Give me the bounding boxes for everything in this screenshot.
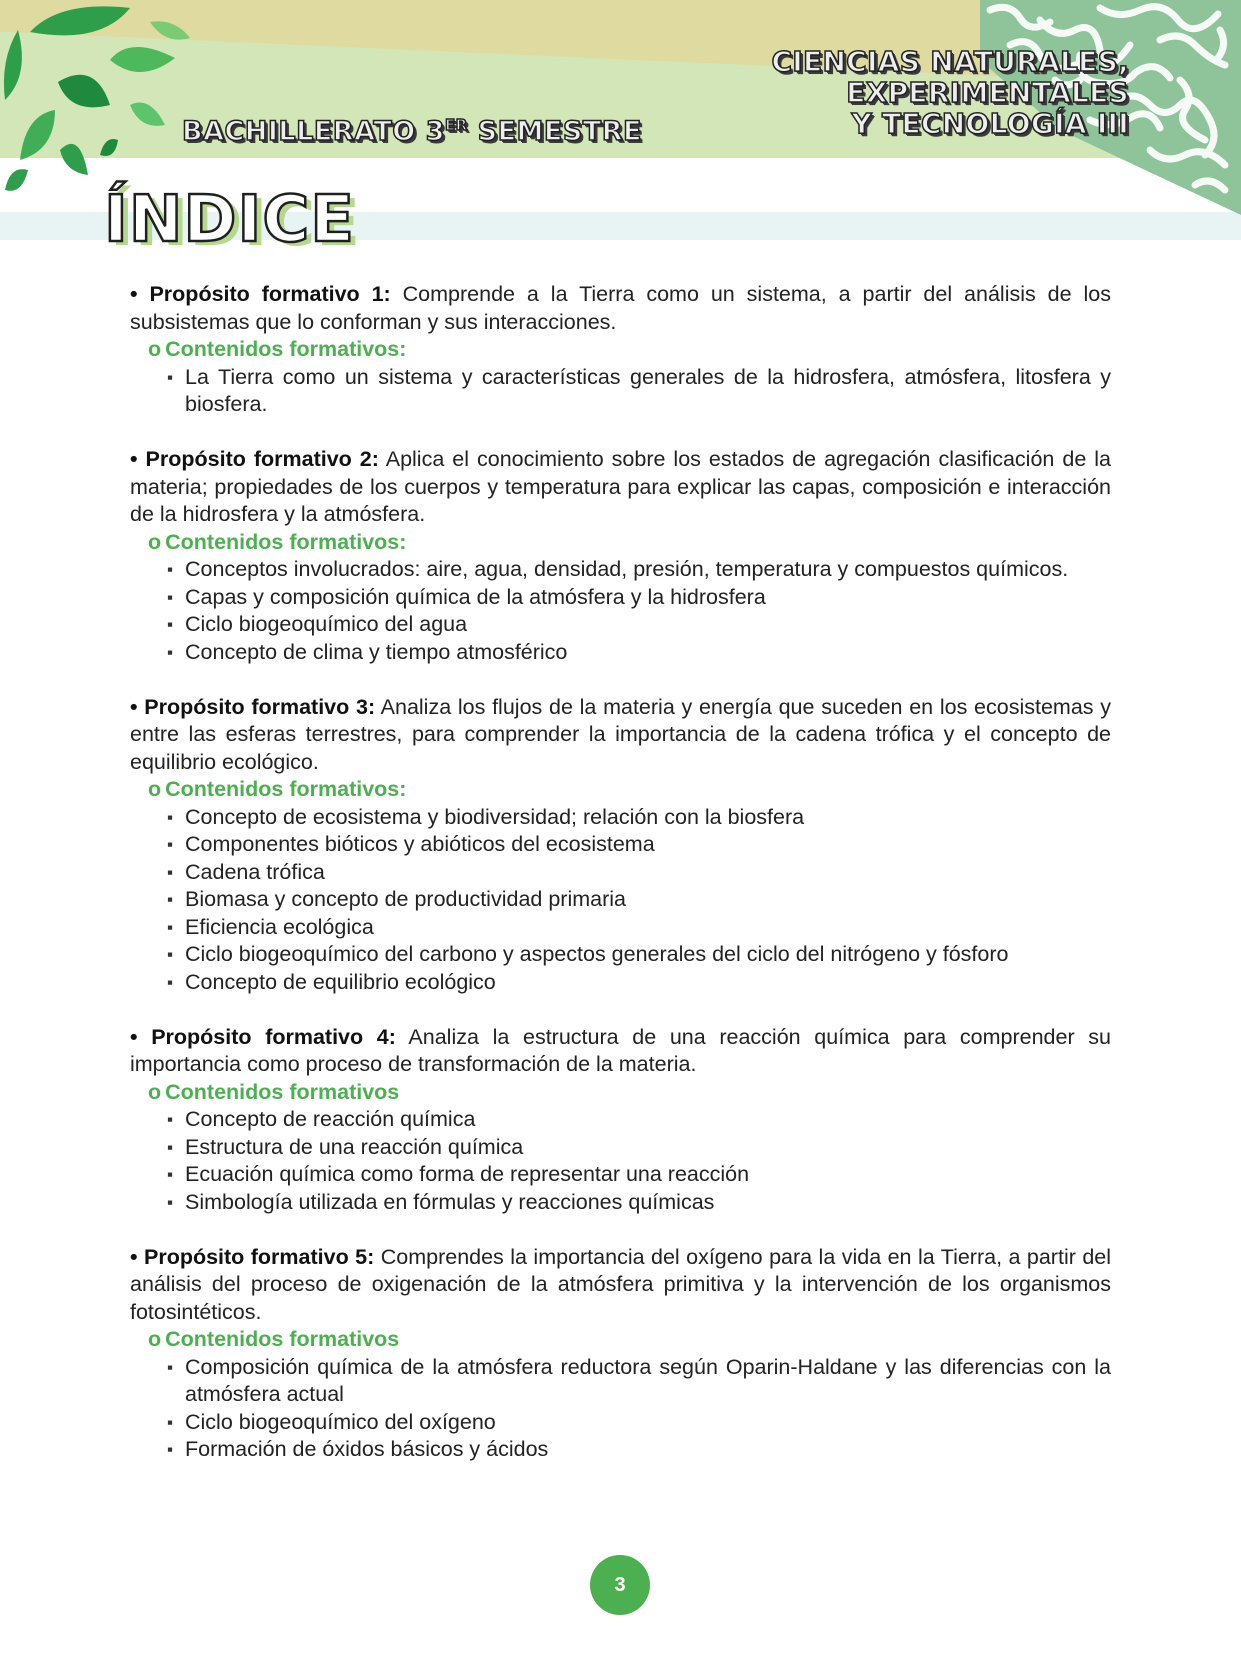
purpose-text — [130, 1024, 1111, 1079]
contents-list — [130, 804, 1111, 997]
list-item: ▪ Biomasa y concepto de productividad primaria — [170, 886, 1111, 914]
purpose-bullet: • — [130, 694, 138, 719]
purpose-label: Propósito formativo 2: — [145, 447, 379, 471]
purpose-label: Propósito formativo 1: — [149, 282, 391, 306]
purpose-bullet: • — [130, 447, 138, 471]
subject-line-2: EXPERIMENTALES — [846, 76, 1129, 109]
list-item: ▪ Concepto de reacción química — [170, 1106, 1111, 1134]
contents-list — [130, 1354, 1111, 1464]
contents-heading: o Contenidos formativos: — [148, 337, 407, 361]
page-title: ÍNDICE — [104, 183, 355, 257]
purpose-text — [130, 694, 1111, 777]
contents-heading: o Contenidos formativos: — [148, 529, 407, 554]
contents-heading: o Contenidos formativos: — [148, 777, 407, 801]
list-item: ▪ Estructura de una reacción química — [170, 1134, 1111, 1162]
purpose-description: Analiza la estructura de una reacción química para comprender su importancia como proceso de transformación de la materia. — [130, 1024, 1111, 1076]
list-item: ▪ Conceptos involucrados: aire, agua, densidad, presión, temperatura y compuestos químicos. — [170, 556, 1111, 584]
purpose-bullet: • — [130, 282, 138, 306]
subject-line-3: Y TECNOLOGÍA III — [851, 107, 1129, 140]
list-item: ▪ Ciclo biogeoquímico del carbono y aspectos generales del ciclo del nitrógeno y fósforo — [170, 941, 1111, 969]
contents-heading: o Contenidos formativos — [148, 1327, 400, 1351]
purpose-description: Comprendes la importancia del oxígeno para la vida en la Tierra, a partir del análisis del proceso de oxigenación de la atmósfera primitiva y la intervención de los organismos fotosintéticos. — [130, 1244, 1112, 1324]
purpose-section-2 — [130, 446, 1111, 666]
purpose-bullet: • — [130, 1244, 138, 1269]
purpose-text — [130, 446, 1111, 529]
list-item: ▪ Ciclo biogeoquímico del agua — [170, 611, 1111, 639]
purpose-description: Analiza los flujos de la materia y energía que suceden en los ecosistemas y entre las esferas terrestres, para comprender la importancia de la cadena trófica y el concepto de equilibrio ecológico. — [130, 694, 1111, 774]
list-item: ▪ Formación de óxidos básicos y ácidos — [170, 1436, 1111, 1464]
list-item: ▪ Ecuación química como forma de representar una reacción — [170, 1161, 1111, 1189]
purpose-section-1 — [130, 281, 1111, 419]
purpose-label: Propósito formativo 3: — [144, 694, 376, 719]
list-item: ▪ Capas y composición química de la atmósfera y la hidrosfera — [170, 584, 1111, 612]
purpose-description: Comprende a la Tierra como un sistema, a partir del análisis de los subsistemas que lo conforman y sus interacciones. — [130, 282, 1111, 334]
contents-list — [130, 1106, 1111, 1216]
purpose-section-3 — [130, 694, 1111, 997]
purpose-section-4 — [130, 1024, 1111, 1217]
purpose-section-5 — [130, 1244, 1111, 1464]
list-item: ▪ Cadena trófica — [170, 859, 1111, 887]
level-heading: BACHILLERATO 3ER SEMESTRE — [182, 116, 642, 147]
list-item: ▪ Concepto de equilibrio ecológico — [170, 969, 1111, 997]
subject-line-1: CIENCIAS NATURALES, — [771, 45, 1129, 78]
list-item: ▪ Concepto de clima y tiempo atmosférico — [170, 639, 1111, 667]
index-content — [130, 281, 1111, 1464]
subject-heading — [771, 46, 1129, 139]
list-item: ▪ Eficiencia ecológica — [170, 914, 1111, 942]
contents-list — [130, 556, 1111, 666]
purpose-bullet: • — [130, 1024, 138, 1049]
list-item: ▪ Componentes bióticos y abióticos del ecosistema — [170, 831, 1111, 859]
contents-heading: o Contenidos formativos — [148, 1079, 400, 1104]
purpose-label: Propósito formativo 5: — [143, 1244, 375, 1269]
list-item: ▪ La Tierra como un sistema y características generales de la hidrosfera, atmósfera, litosfera y biosfera. — [170, 364, 1111, 419]
purpose-text — [130, 1244, 1111, 1327]
list-item: ▪ Composición química de la atmósfera reductora según Oparin-Haldane y las diferencias con la atmósfera actual — [170, 1354, 1111, 1409]
list-item: ▪ Simbología utilizada en fórmulas y reacciones químicas — [170, 1189, 1111, 1217]
purpose-description: Aplica el conocimiento sobre los estados de agregación clasificación de la materia; propiedades de los cuerpos y temperatura para explicar las capas, composición e interacción de la hidrosfera y la atmósfera. — [130, 447, 1112, 526]
list-item: ▪ Concepto de ecosistema y biodiversidad; relación con la biosfera — [170, 804, 1111, 832]
list-item: ▪ Ciclo biogeoquímico del oxígeno — [170, 1409, 1111, 1437]
purpose-text — [130, 281, 1111, 336]
purpose-label: Propósito formativo 4: — [151, 1024, 396, 1049]
page-number-badge: 3 — [590, 1555, 650, 1615]
contents-list — [130, 364, 1111, 419]
